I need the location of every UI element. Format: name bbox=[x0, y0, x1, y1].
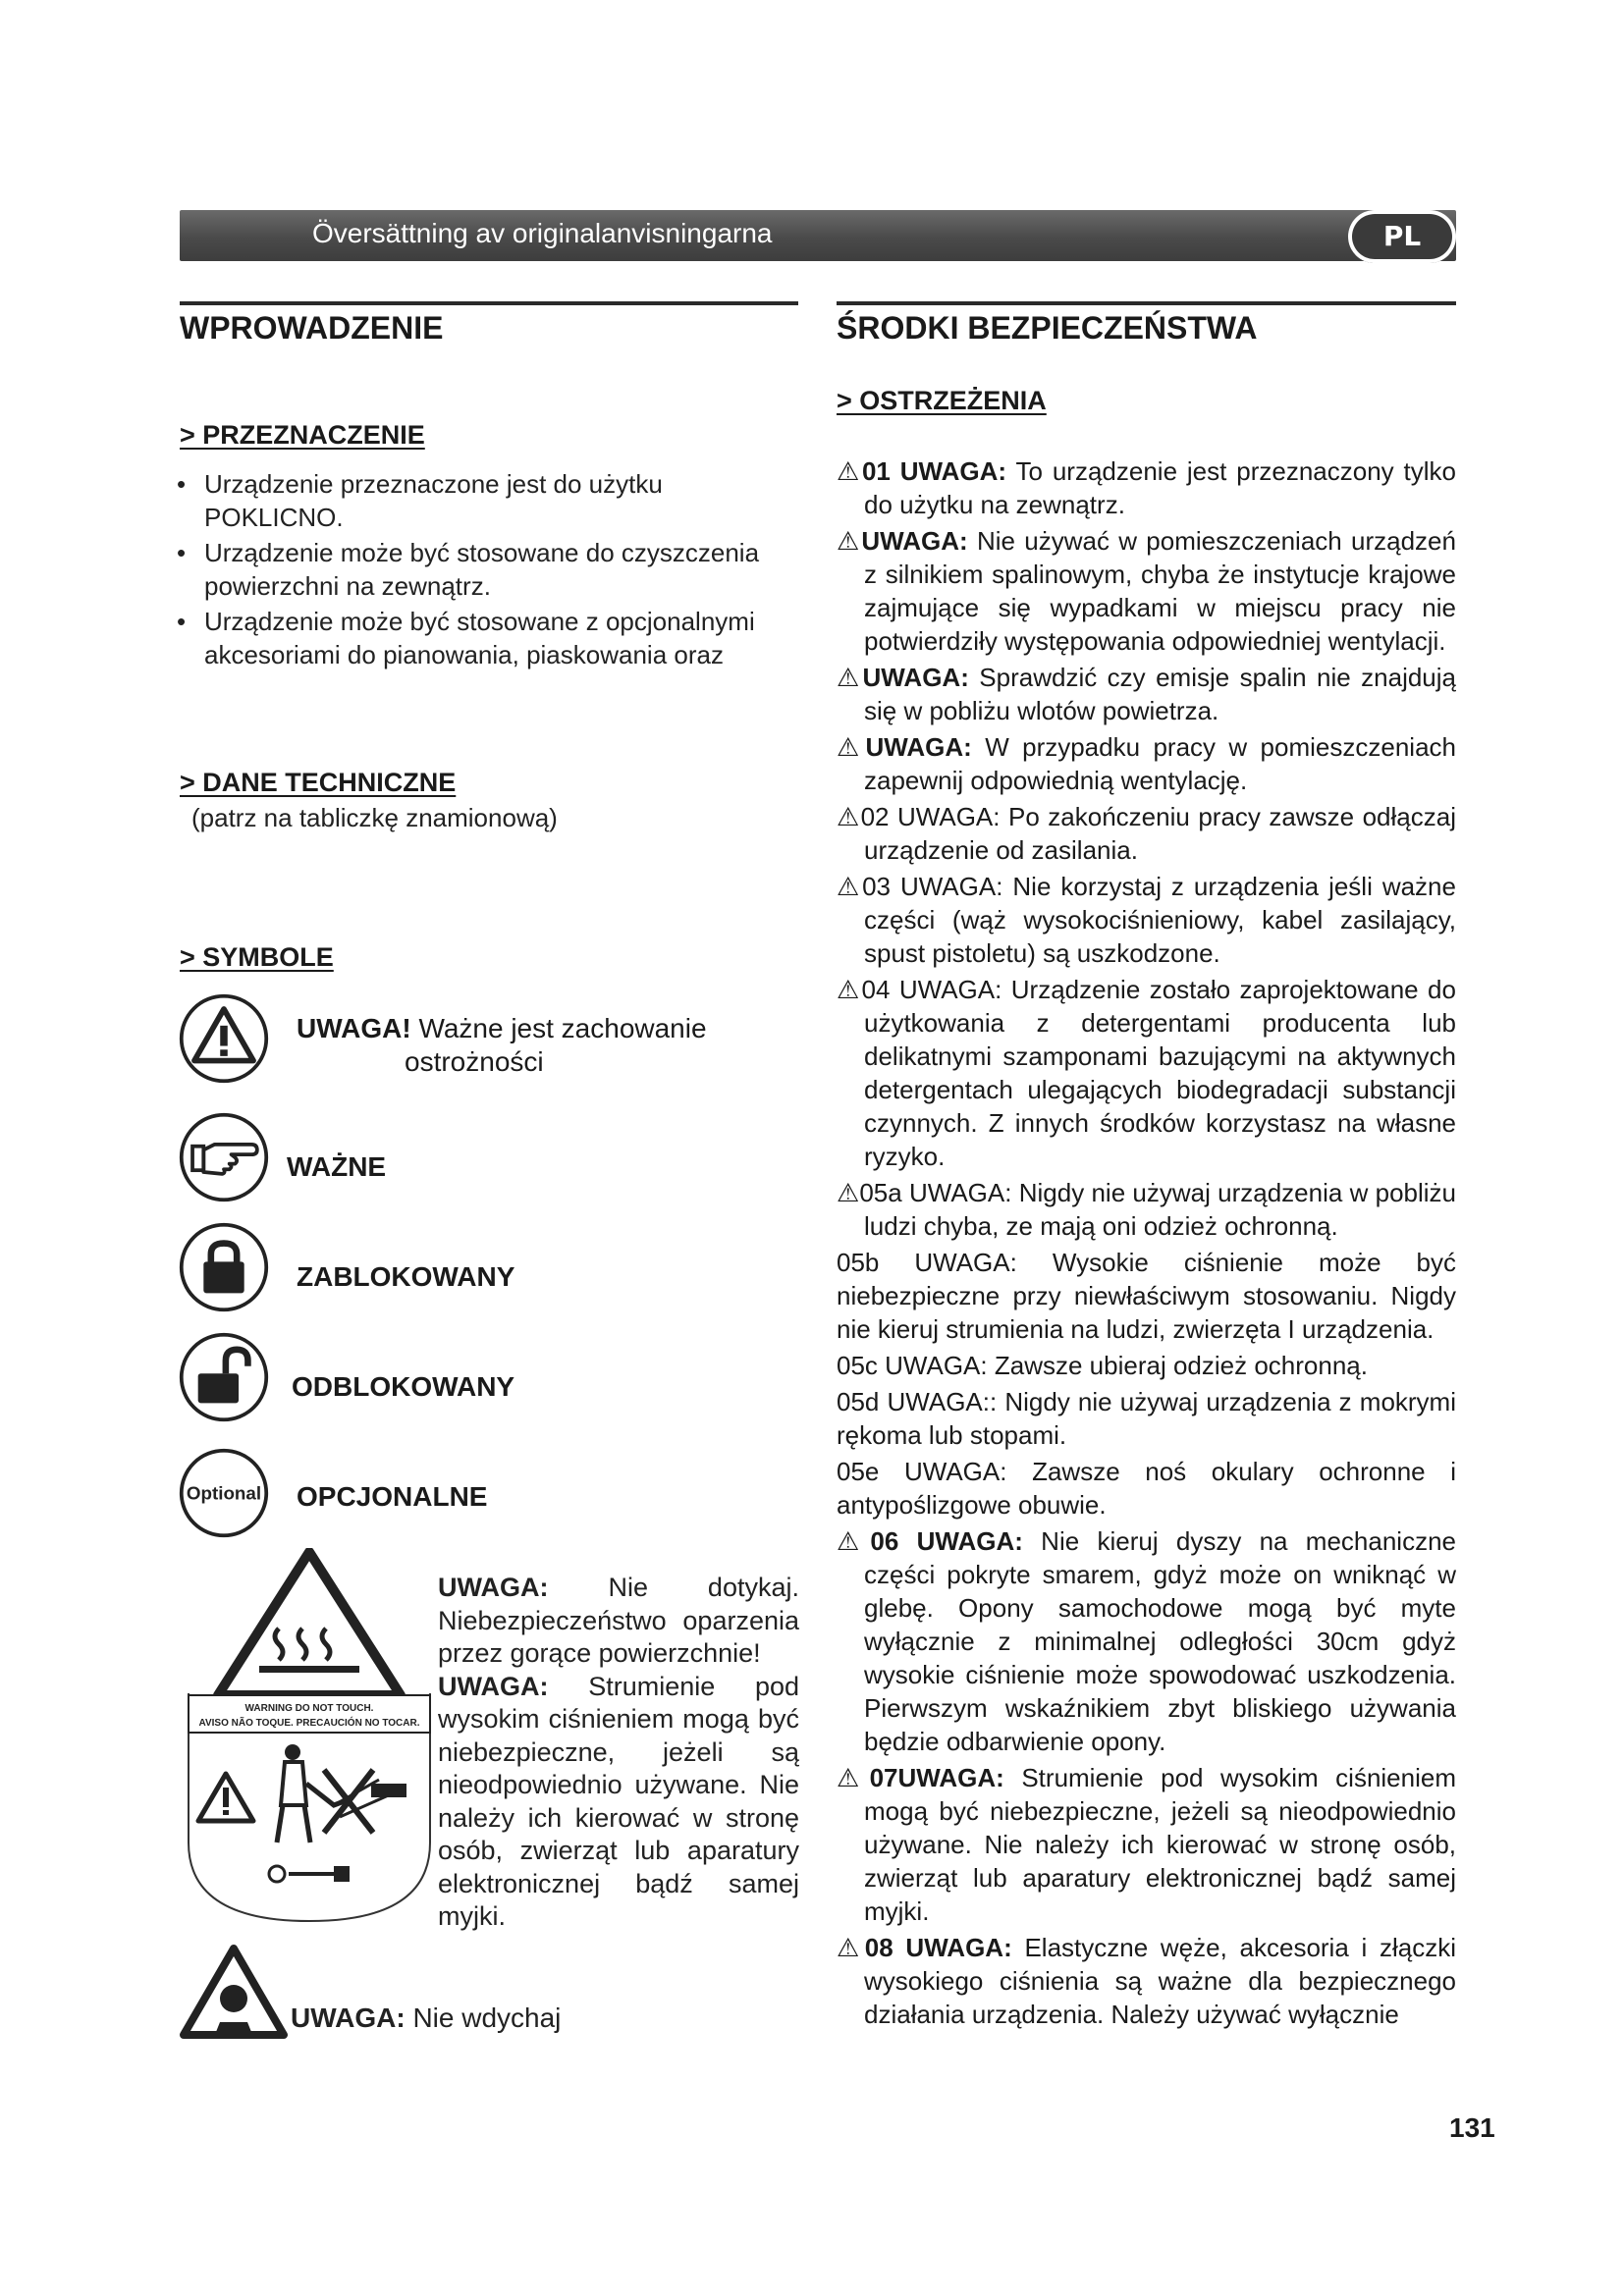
inhale-warning-text bbox=[291, 2002, 561, 2035]
page-number: 131 bbox=[1449, 2112, 1495, 2143]
warning-triangle-icon: ⚠ bbox=[837, 526, 862, 556]
warning-text: Zawsze noś okulary ochronne i antypoślizgowe obuwie. bbox=[837, 1457, 1456, 1520]
warning-text: Wysokie ciśnienie może być niebezpieczne przy niewłaściwym stosowaniu. Nigdy nie kieruj strumienia na ludzi, zwierzęta I urządzenia. bbox=[837, 1248, 1456, 1344]
warning-triangle-icon: ⚠ bbox=[837, 1763, 870, 1792]
warning-triangle-icon: ⚠ bbox=[837, 732, 866, 762]
warning-triangle-icon: ⚠ bbox=[837, 802, 861, 831]
symbol-optional-label: OPCJONALNE bbox=[297, 1481, 488, 1512]
symbol-unlocked-label: ODBLOKOWANY bbox=[292, 1371, 515, 1402]
warning-text: Nie korzystaj z urządzenia jeśli ważne części (wąż wysokociśnieniowy, kabel zasilający, spust pistoletu) są uszkodzone. bbox=[864, 872, 1456, 968]
warnings-list bbox=[837, 454, 1456, 2034]
header-title: Översättning av originalanvisningarna bbox=[312, 218, 773, 248]
symbol-warning-title: UWAGA! bbox=[297, 1013, 411, 1043]
warning-text: W przypadku pracy w pomieszczeniach zapewnij odpowiednią wentylację. bbox=[864, 732, 1456, 795]
warning-item bbox=[837, 800, 1456, 867]
warning-code: UWAGA: bbox=[865, 732, 972, 762]
symbol-warning-text2: ostrożności bbox=[405, 1046, 544, 1077]
inhale-warning-icon bbox=[179, 1944, 289, 2044]
purpose-title: > PRZEZNACZENIE bbox=[180, 420, 425, 450]
unlock-icon bbox=[178, 1331, 270, 1427]
warning-code: 07UWAGA: bbox=[869, 1763, 1004, 1792]
safety-sticker bbox=[187, 1548, 432, 1928]
warning-triangle-icon: ⚠ bbox=[837, 663, 863, 692]
inhale-label: UWAGA: bbox=[291, 2002, 406, 2033]
warning-code: 05e UWAGA: bbox=[837, 1457, 1007, 1486]
tech-data-title: > DANE TECHNICZNE bbox=[180, 768, 457, 797]
warning-item bbox=[837, 730, 1456, 797]
warning-code: 05c UWAGA: bbox=[837, 1351, 988, 1380]
sticker-line2: AVISO NÃO TOQUE. PRECAUCIÓN NO TOCAR. bbox=[198, 1718, 420, 1729]
warning-item bbox=[837, 524, 1456, 658]
warning-item bbox=[837, 1246, 1456, 1346]
purpose-item: • Urządzenie przeznaczone jest do użytku POKLICNO. bbox=[177, 467, 798, 534]
optional-icon-text: Optional bbox=[186, 1482, 262, 1504]
warning-item bbox=[837, 1455, 1456, 1522]
warning-text: Nigdy nie używaj urządzenia z mokrymi rękoma lub stopami. bbox=[837, 1387, 1456, 1450]
warning-item bbox=[837, 454, 1456, 521]
symbol-important-label: WAŻNE bbox=[287, 1151, 387, 1182]
warning-triangle-icon: ⚠ bbox=[837, 1933, 865, 1962]
warning-code: 05a UWAGA: bbox=[859, 1178, 1012, 1207]
warning-item bbox=[837, 1176, 1456, 1243]
optional-icon bbox=[178, 1447, 270, 1543]
purpose-list bbox=[177, 467, 798, 673]
warning-item bbox=[837, 661, 1456, 727]
warning-symbol-icon bbox=[178, 992, 270, 1089]
warning-text: Urządzenie zostało zaprojektowane do użytkowania z detergentami producenta lub delikatnymi szamponami bazującymi na aktywnych detergentach ulegających biodegradacji substancji czynnych. Z innych środków korzystasz na własne ryzyko. bbox=[864, 975, 1456, 1171]
warning-triangle-icon: ⚠ bbox=[837, 1526, 871, 1556]
warning-item bbox=[837, 1385, 1456, 1452]
warning-code: 08 UWAGA: bbox=[864, 1933, 1012, 1962]
left-column-rule bbox=[180, 301, 798, 305]
intro-heading: WPROWADZENIE bbox=[180, 310, 444, 346]
safety-heading: ŚRODKI BEZPIECZEŃSTWA bbox=[837, 310, 1258, 346]
warning-item bbox=[837, 870, 1456, 970]
jet-note-label: UWAGA: bbox=[438, 1671, 549, 1701]
warning-triangle-icon: ⚠ bbox=[837, 456, 862, 486]
jet-note-text: Strumienie pod wysokim ciśnieniem mogą być niebezpieczne, jeżeli są nieodpowiednio używane. Nie należy ich kierować w stronę osób, zwierząt lub aparatury elektronicznej bądź samej myjki. bbox=[438, 1671, 799, 1931]
purpose-item: • Urządzenie może być stosowane do czyszczenia powierzchni na zewnątrz. bbox=[177, 536, 798, 603]
warning-text: To urządzenie jest przeznaczony tylko do użytku na zewnątrz. bbox=[864, 456, 1456, 519]
warning-item bbox=[837, 1761, 1456, 1928]
symbol-warning-text: Ważne jest zachowanie bbox=[418, 1013, 707, 1043]
hot-note-text: Nie dotykaj. Niebezpieczeństwo oparzenia przez gorące powierzchnie! bbox=[438, 1573, 799, 1668]
warning-item bbox=[837, 973, 1456, 1173]
warning-triangle-icon: ⚠ bbox=[837, 975, 862, 1004]
language-badge: PL bbox=[1348, 210, 1456, 263]
warning-code: UWAGA: bbox=[862, 663, 969, 692]
symbol-locked-label: ZABLOKOWANY bbox=[297, 1261, 515, 1292]
warning-text: Elastyczne węże, akcesoria i złączki wysokiego ciśnienia są ważne dla bezpiecznego działania urządzenia. Należy używać wyłącznie bbox=[864, 1933, 1456, 2029]
warnings-title: > OSTRZEŻENIA bbox=[837, 386, 1047, 415]
warning-text: Nie używać w pomieszczeniach urządzeń z silnikiem spalinowym, chyba że instytucje krajowe zajmujące się wypadkami w miejscu pracy nie potwierdziły występowania odpowiedniej wentylacji. bbox=[864, 526, 1456, 656]
warning-item bbox=[837, 1524, 1456, 1758]
hand-pointing-icon bbox=[178, 1111, 270, 1207]
warning-text: Zawsze ubieraj odzież ochronną. bbox=[994, 1351, 1368, 1380]
warning-code: 01 UWAGA: bbox=[861, 456, 1007, 486]
symbol-warning-label bbox=[297, 1012, 707, 1045]
right-column-rule bbox=[837, 301, 1456, 305]
hot-note-label: UWAGA: bbox=[438, 1573, 549, 1602]
tech-data-note: (patrz na tabliczkę znamionową) bbox=[191, 803, 558, 832]
warning-code: 03 UWAGA: bbox=[862, 872, 1003, 901]
warning-code: UWAGA: bbox=[861, 526, 968, 556]
warning-text: Po zakończeniu pracy zawsze odłączaj urządzenie od zasilania. bbox=[864, 802, 1456, 865]
warning-text: Nie kieruj dyszy na mechaniczne części pokryte smarem, gdyż może on wniknąć w glebę. Opony samochodowe mogą być myte wyłącznie z minimalnej odległości 30cm gdyż wysokie ciśnienie może spowodować uszkodzenia. Pierwszym wskaźnikiem zbyt bliskiego używania będzie odbarwienie opony. bbox=[864, 1526, 1456, 1756]
warning-triangle-icon: ⚠ bbox=[837, 872, 863, 901]
symbols-title: > SYMBOLE bbox=[180, 942, 334, 972]
warning-code: 05d UWAGA:: bbox=[837, 1387, 998, 1416]
hot-surface-note bbox=[438, 1572, 799, 1934]
warning-text: Strumienie pod wysokim ciśnieniem mogą być niebezpieczne, jeżeli są nieodpowiednio używane. Nie należy ich kierować w stronę osób, zwierząt lub aparatury elektronicznej bądź samej myjki. bbox=[864, 1763, 1456, 1926]
lock-icon bbox=[178, 1221, 270, 1317]
warning-code: 02 UWAGA: bbox=[860, 802, 1001, 831]
warning-text: Sprawdzić czy emisje spalin nie znajdują się w pobliżu wlotów powietrza. bbox=[864, 663, 1456, 725]
warning-code: 06 UWAGA: bbox=[870, 1526, 1023, 1556]
warning-triangle-icon: ⚠ bbox=[837, 1178, 860, 1207]
inhale-text: Nie wdychaj bbox=[412, 2002, 562, 2033]
warning-item bbox=[837, 1931, 1456, 2031]
warning-text: Nigdy nie używaj urządzenia w pobliżu ludzi chyba, ze mają oni odzież ochronną. bbox=[864, 1178, 1457, 1241]
warning-code: 04 UWAGA: bbox=[861, 975, 1002, 1004]
warning-code: 05b UWAGA: bbox=[837, 1248, 1017, 1277]
sticker-line1: WARNING DO NOT TOUCH. bbox=[244, 1703, 374, 1714]
purpose-item: • Urządzenie może być stosowane z opcjonalnymi akcesoriami do pianowania, piaskowania oraz bbox=[177, 605, 798, 671]
warning-item bbox=[837, 1349, 1456, 1382]
